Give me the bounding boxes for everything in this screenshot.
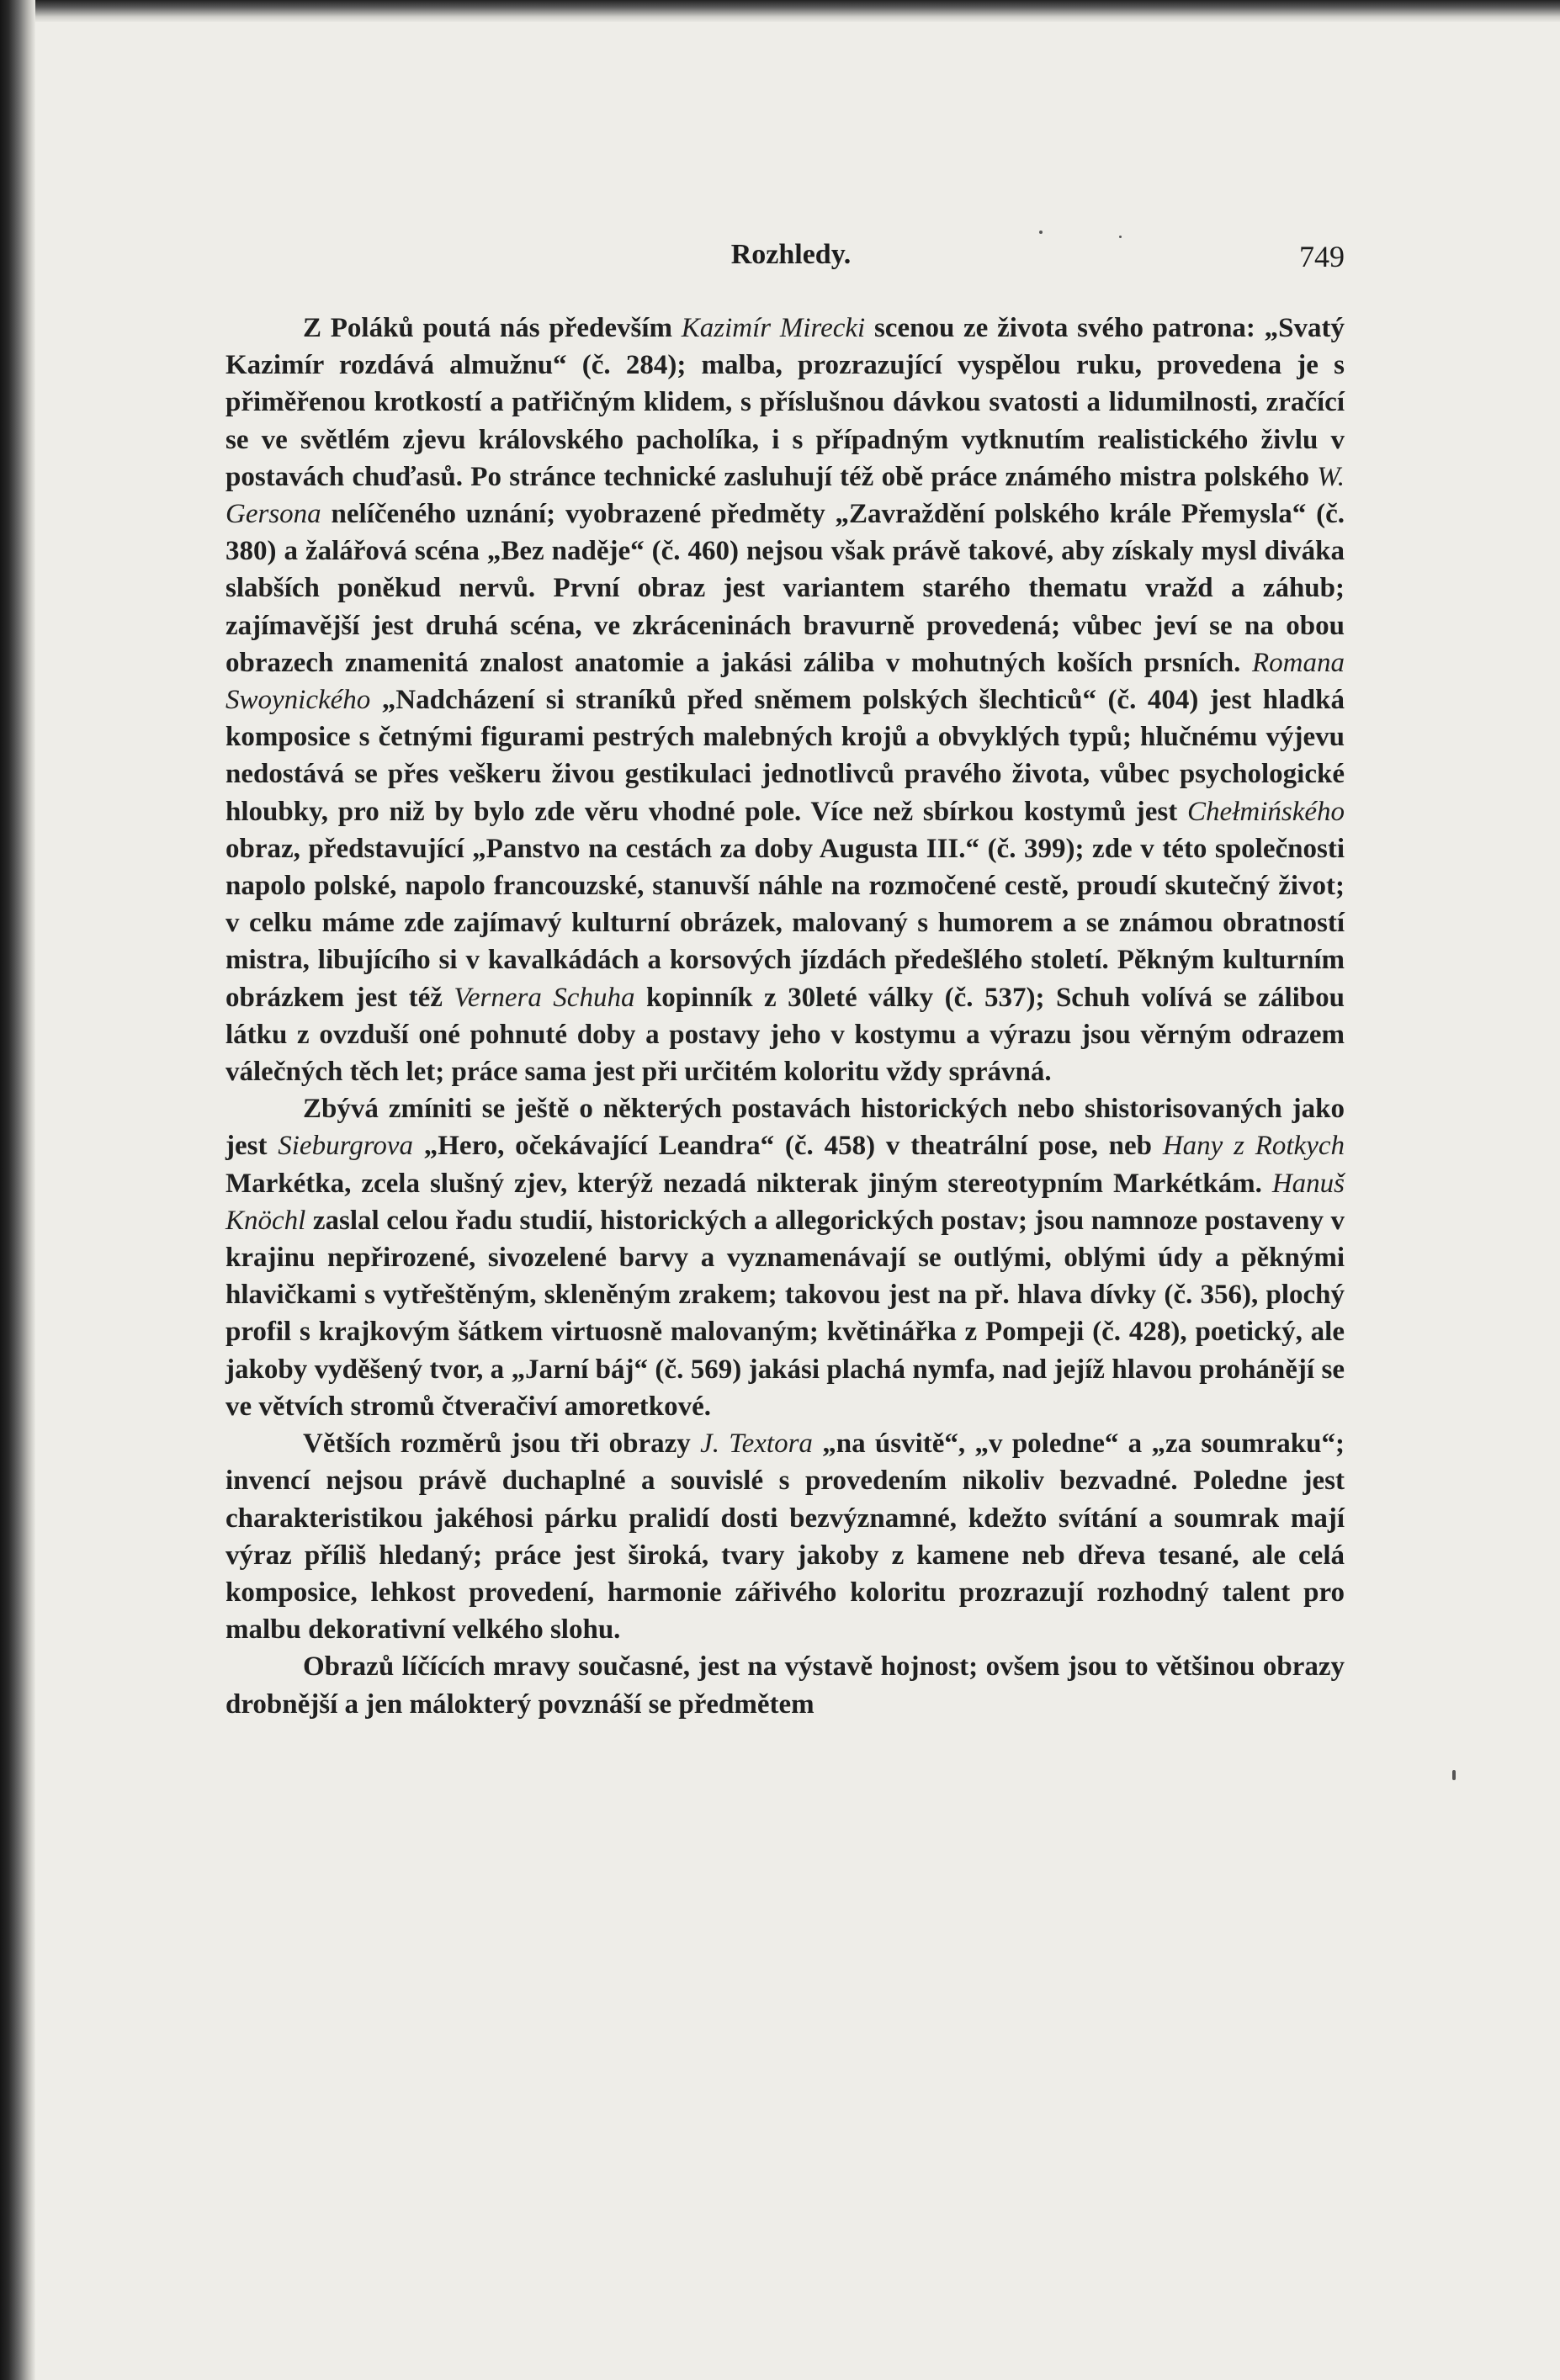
italic-name-run: Vernera Schuha [454, 982, 635, 1013]
scan-speck [1452, 1770, 1456, 1780]
text-run: Obrazů líčících mravy současné, jest na výstavě hojnost; ovšem jsou to většinou obrazy drobnější a jen málokterý povznáší se předmětem [226, 1651, 1345, 1720]
page-number: 749 [1299, 240, 1345, 273]
scan-speck [1119, 236, 1122, 238]
text-run: scenou ze života svého patrona: „Svatý Kazimír rozdává almužnu“ (č. 284); malba, prozrazující vyspělou ruku, provedena je s přiměřenou krotkostí a patřičným klidem, s příslušnou dávkou svatosti a lidumilnosti, zračící se ve světlém zjevu královského pacholíka, i s případným vytknutím realistického živlu v postavách chuďasů. Po stránce technické zasluhují též obě práce známého mistra polského [226, 313, 1345, 492]
italic-name-run: Sieburgrova [278, 1131, 413, 1162]
text-run: Markétka, zcela slušný zjev, kterýž nezadá nikterak jiným stereotypním Markétkám. [226, 1168, 1272, 1199]
text-run: kopinník z 30leté války (č. 537); Schuh volívá se zálibou látku z ovzduší oné pohnuté doby a postavy jeho v kostymu a výrazu jsou věrným odrazem válečných těch let; práce sama jest při určitém koloritu vždy správná. [226, 982, 1345, 1088]
text-run: obraz, představující „Panstvo na cestách za doby Augusta III.“ (č. 399); zde v této společnosti napolo polské, napolo francouzské, stanuvší náhle na rozmočené cestě, proudí skutečný život; v celku máme zde zajímavý kulturní obrázek, malovaný s humorem a se známou obratností mistra, libujícího si v kavalkádách a korsových jízdách předešlého století. Pěkným kulturním obrázkem jest též [226, 833, 1345, 1013]
italic-name-run: W. Gersona [226, 461, 1345, 530]
text-run: Z Poláků poutá nás především [303, 313, 682, 343]
text-run: Větších rozměrů jsou tři obrazy [303, 1429, 701, 1460]
scan-speck [1039, 231, 1043, 234]
italic-name-run: Hany z Rotkych [1162, 1131, 1345, 1162]
italic-name-run: Chełmińského [1187, 796, 1345, 827]
paragraph [226, 1090, 1345, 1425]
italic-name-run: J. Textora [700, 1429, 813, 1460]
text-run: Zbývá zmíniti se ještě o některých postavách historických nebo shistorisovaných jako jest [226, 1094, 1345, 1162]
scan-top-shadow [0, 0, 1560, 22]
italic-name-run: Kazimír Mirecki [681, 313, 866, 343]
page [35, 22, 1560, 2380]
text-run: nelíčeného uznání; vyobrazené předměty „Zavraždění polského krále Přemysla“ (č. 380) a žalářová scéna „Bez naděje“ (č. 460) nejsou však právě takové, aby získaly mysl diváka slabších poněkud nervů. První obraz jest variantem starého thematu vražd a záhub; zajímavější jest druhá scéna, ve zkráceninách bravurně provedená; vůbec jeví se na obou obrazech znamenitá znalost anatomie a jakási záliba v mohutných koších prsních. [226, 499, 1345, 678]
page-header [237, 239, 1345, 281]
running-title: Rozhledy. [730, 239, 852, 270]
paragraph [226, 1425, 1345, 1648]
text-run: „Hero, očekávající Leandra“ (č. 458) v theatrální pose, neb [412, 1131, 1163, 1162]
text-run: „na úsvitě“, „v poledne“ a „za soumraku“; invencí nejsou právě duchaplné a souvislé s provedením nikoliv bezvadné. Poledne jest charakteristikou jakéhosi párku pralidí dosti bezvýznamné, kdežto svítání a soumrak mají výraz příliš hledaný; práce jest široká, tvary jakoby z kamene neb dřeva tesané, ale celá komposice, lehkost provedení, harmonie zářivého koloritu prozrazují rozhodný talent pro malbu dekorativní velkého slohu. [226, 1429, 1345, 1646]
italic-name-run: Hanuš Knöchl [226, 1168, 1345, 1236]
article-body [226, 310, 1345, 1723]
text-run: zaslal celou řadu studií, historických a allegorických postav; jsou namnoze postaveny v krajinu nepřirozené, sivozelené barvy a vyznamenávají se outlými, oblými údy a pěknými hlavičkami s vytřeštěným, skleněným zrakem; takovou jest na př. hlava dívky (č. 356), plochý profil s krajkovým šátkem virtuosně malovaným; květinářka z Pompeji (č. 428), poetický, ale jakoby vyděšený tvor, a „Jarní báj“ (č. 569) jakási plachá nymfa, nad jejíž hlavou prohánějí se ve větvích stromů čtveračiví amoretkové. [226, 1205, 1345, 1422]
italic-name-run: Romana Swoynického [226, 647, 1345, 716]
text-run: „Nadcházení si straníků před sněmem polských šlechticů“ (č. 404) jest hladká komposice s četnými figurami pestrých malebných krojů a obvyklých typů; hlučnému výjevu nedostává se přes veškeru živou gestikulaci jednotlivců pravého života, vůbec psychologické hloubky, pro niž by bylo zde věru vhodné pole. Více než sbírkou kostymů jest [226, 685, 1345, 827]
paragraph [226, 1648, 1345, 1722]
book-gutter-shadow [0, 0, 35, 2380]
paragraph [226, 310, 1345, 1090]
